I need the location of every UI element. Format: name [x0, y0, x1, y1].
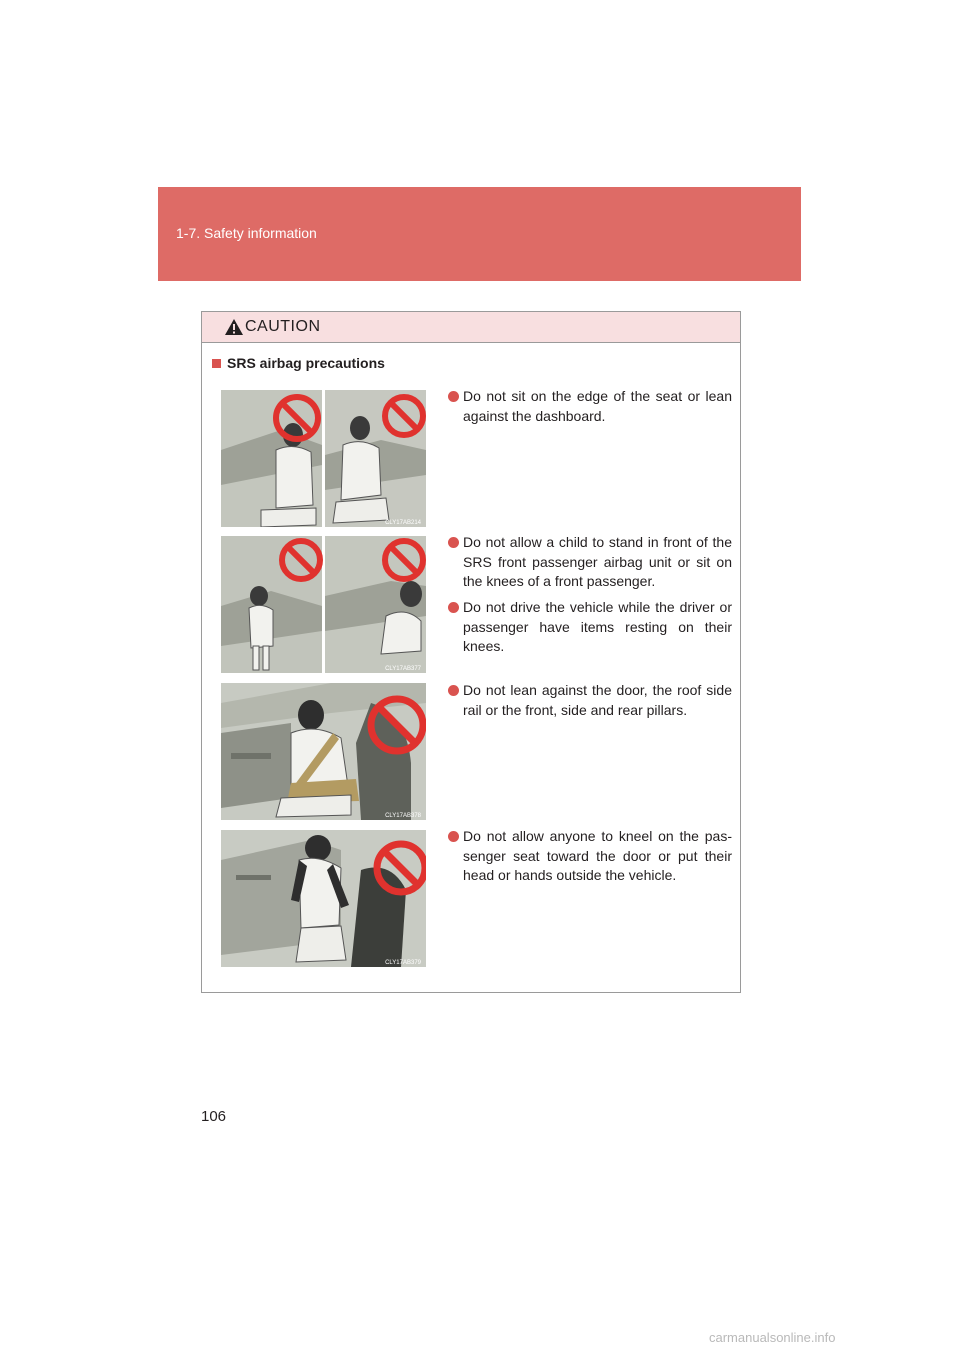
bullet-text: Do not sit on the edge of the seat or lean against the dashboard. [463, 388, 732, 424]
figure-code: CLY17AB378 [385, 813, 421, 819]
caution-label: CAUTION [245, 318, 321, 335]
illustration-lean-door [221, 683, 426, 820]
bullet-text: Do not drive the vehicle while the driver or passenger have items resting on their knees. [463, 599, 732, 654]
caution-box [201, 311, 741, 993]
section-title: 1-7. Safety information [176, 225, 317, 241]
bullet-text: Do not lean against the door, the roof side rail or the front, side and rear pillars. [463, 682, 732, 718]
bullet-dot-icon [448, 831, 459, 842]
bullet-item [434, 681, 732, 720]
bullet-dot-icon [448, 602, 459, 613]
square-bullet-icon [212, 359, 221, 368]
figure-code: CLY17AB214 [385, 520, 421, 526]
watermark[interactable]: carmanualsonline.info [709, 1330, 836, 1345]
figure-code: CLY17AB379 [385, 960, 421, 966]
bullet-item [434, 827, 732, 886]
bullet-text: Do not allow anyone to kneel on the pas-senger seat toward the door or put their head or hands outside the vehicle. [463, 828, 732, 883]
bullet-item [434, 598, 732, 657]
illustration-kneel-seat [221, 830, 426, 967]
subheading [212, 355, 385, 371]
illustration-child-front [221, 536, 426, 673]
warning-triangle-icon [224, 318, 244, 336]
caution-header [202, 312, 740, 343]
figure-code: CLY17AB377 [385, 666, 421, 672]
section-header-band [158, 187, 801, 281]
bullet-dot-icon [448, 685, 459, 696]
bullet-item [434, 533, 732, 592]
illustration-edge-of-seat [221, 390, 426, 527]
subheading-text: SRS airbag precautions [227, 355, 385, 371]
bullet-text: Do not allow a child to stand in front of the SRS front passenger airbag unit or sit on the knees of a front passenger. [463, 534, 732, 589]
bullet-dot-icon [448, 391, 459, 402]
page-number: 106 [201, 1108, 227, 1125]
bullet-item [434, 387, 732, 426]
bullet-dot-icon [448, 537, 459, 548]
